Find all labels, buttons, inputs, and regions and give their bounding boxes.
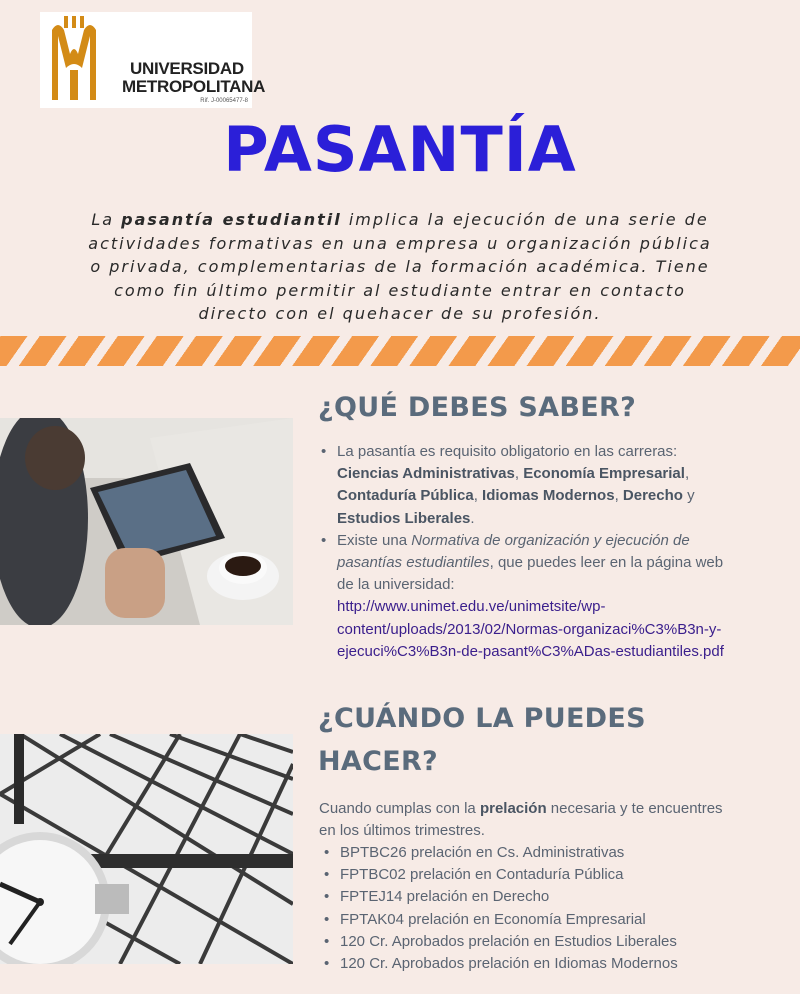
career-estudios-liberales: Estudios Liberales bbox=[337, 509, 471, 527]
career-ciencias-administrativas: Ciencias Administrativas bbox=[337, 465, 515, 483]
separator: , bbox=[473, 487, 483, 505]
intro-paragraph bbox=[86, 208, 714, 326]
university-logo bbox=[40, 12, 266, 108]
list-item: • FPTEJ14 prelación en Derecho bbox=[340, 886, 740, 908]
career-contaduria-publica: Contaduría Pública bbox=[337, 487, 474, 505]
list-item: • FPTBC02 prelación en Contaduría Pública bbox=[340, 864, 740, 886]
separator: , bbox=[684, 465, 690, 483]
station-clock-photo bbox=[0, 734, 293, 964]
separator: y bbox=[682, 487, 695, 505]
list-item: • FPTAK04 prelación en Economía Empresarial bbox=[340, 909, 740, 931]
requirements-list bbox=[337, 441, 737, 663]
logo-line-2: METROPOLITANA bbox=[122, 77, 266, 96]
prelacion-list bbox=[340, 842, 740, 975]
para-pre: Cuando cumplas con la bbox=[319, 800, 480, 817]
item2-post: , que puedes leer en la página web de la universidad: bbox=[337, 554, 724, 594]
normativa-title: Normativa de organización y ejecución de pasantías estudiantiles bbox=[337, 531, 690, 572]
career-derecho: Derecho bbox=[622, 487, 683, 505]
prelacion-paragraph bbox=[319, 798, 739, 842]
list-item bbox=[337, 441, 737, 530]
intro-post: implica la ejecución de una serie de actividades formativas en una empresa u organización pública o privada, complementarias de la formación académica. Tiene como fin último permitir al estudiante entrar en contacto directo con el quehacer de su profesión. bbox=[88, 210, 712, 323]
separator: , bbox=[614, 487, 623, 505]
logo-wordmark bbox=[122, 59, 266, 96]
list-item bbox=[337, 530, 737, 663]
para-bold: prelación bbox=[479, 800, 547, 817]
heading-que-debes-saber: ¿QUÉ DEBES SABER? bbox=[318, 392, 637, 423]
logo-line-1: UNIVERSIDAD bbox=[130, 59, 244, 78]
normativa-link[interactable]: http://www.unimet.edu.ve/unimetsite/wp-content/uploads/2013/02/Normas-organizaci%C3%B3n-y-ejecuci%C3%B3n-de-pasant%C3%ADas-estudiantiles.pdf bbox=[337, 598, 724, 660]
career-idiomas-modernos: Idiomas Modernos bbox=[482, 487, 615, 505]
stripe-divider bbox=[0, 336, 800, 366]
item1-text: La pasantía es requisito obligatorio en las carreras: bbox=[337, 443, 678, 460]
list-item: • 120 Cr. Aprobados prelación en Estudios Liberales bbox=[340, 931, 740, 953]
tablet-coffee-photo bbox=[0, 418, 293, 625]
para-post: necesaria y te encuentres en los últimos trimestres. bbox=[319, 800, 723, 840]
list-item: • BPTBC26 prelación en Cs. Administrativas bbox=[340, 842, 740, 864]
separator: , bbox=[514, 465, 524, 483]
item2-pre: Existe una bbox=[337, 531, 412, 549]
logo-rif: Rif. J-00065477-8 bbox=[200, 98, 248, 104]
career-economia-empresarial: Economía Empresarial bbox=[523, 465, 685, 483]
heading-cuando-la-puedes-hacer: ¿CUÁNDO LA PUEDES HACER? bbox=[318, 703, 646, 777]
page-title: PASANTÍA bbox=[223, 113, 577, 186]
item1-end: . bbox=[470, 509, 475, 527]
intro-bold: pasantía estudiantil bbox=[121, 210, 342, 229]
unimet-logo-icon bbox=[44, 14, 130, 104]
list-item: • 120 Cr. Aprobados prelación en Idiomas Modernos bbox=[340, 953, 740, 975]
intro-pre: La bbox=[91, 210, 122, 229]
